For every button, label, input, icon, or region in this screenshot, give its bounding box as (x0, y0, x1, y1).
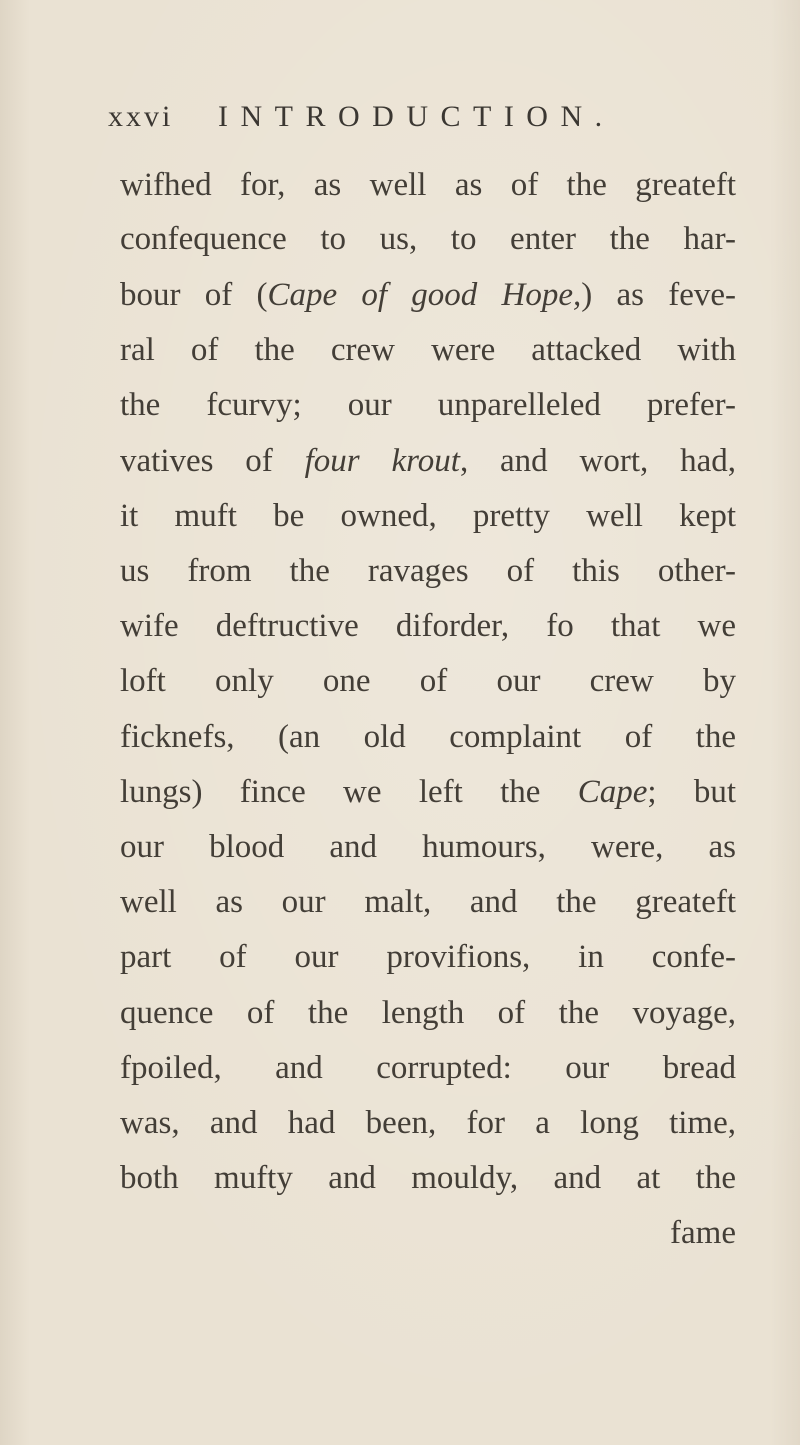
text-line: loft only one of our crew by (120, 663, 736, 699)
text-line: lungs) fince we left the Cape; but (120, 774, 737, 810)
text-line: part of our provifions, in confe- (120, 939, 736, 975)
text-line: quence of the length of the voyage, (120, 995, 736, 1031)
text-line: wife deftructive diforder, fo that we (120, 608, 736, 644)
running-title: INTRODUCTION. (218, 100, 615, 133)
text-line: was, and had been, for a long time, (120, 1105, 736, 1141)
italic-text: Cape of good Hope, (267, 277, 582, 313)
text-line: confequence to us, to enter the har- (120, 221, 736, 257)
catchword: fame (670, 1215, 736, 1251)
text-line: us from the ravages of this other- (120, 553, 736, 589)
text-line: fpoiled, and corrupted: our bread (120, 1050, 736, 1086)
page-number: xxvi (108, 100, 174, 133)
text-line: the fcurvy; our unparelleled prefer- (120, 387, 736, 423)
text-line: it muft be owned, pretty well kept (120, 498, 736, 534)
text-line: wifhed for, as well as of the greateft (120, 167, 736, 203)
text-line: vatives of four krout, and wort, had, (120, 443, 736, 479)
italic-text: Cape (577, 774, 648, 810)
text-line: bour of (Cape of good Hope,) as feve- (120, 277, 737, 313)
italic-text: four krout (304, 443, 460, 479)
text-line: our blood and humours, were, as (120, 829, 736, 865)
text-line: well as our malt, and the greateft (120, 884, 736, 920)
text-line: ral of the crew were attacked with (120, 332, 736, 368)
text-line: both mufty and mouldy, and at the (120, 1160, 736, 1196)
text-line: ficknefs, (an old complaint of the (120, 719, 736, 755)
